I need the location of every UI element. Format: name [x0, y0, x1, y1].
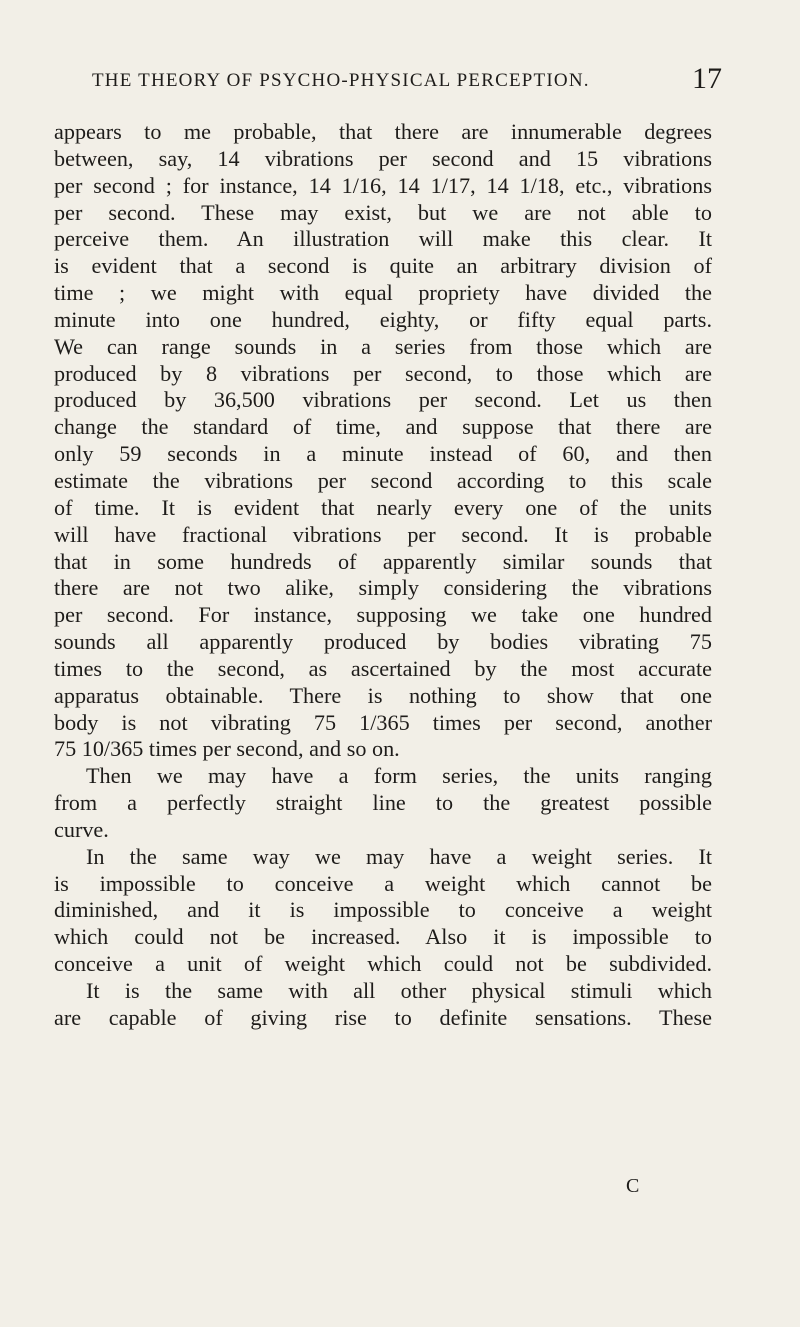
signature-mark: C — [626, 1175, 640, 1197]
text-line: of time. It is evident that nearly every one of the units — [54, 494, 712, 520]
text-line: perceive them. An illustration will make this clear. It — [54, 226, 712, 252]
text-line: sounds all apparently produced by bodies vibrating 75 — [54, 629, 712, 655]
text-line: produced by 36,500 vibrations per second. Let us then — [54, 387, 712, 413]
text-line: which could not be increased. Also it is impossible to — [54, 924, 712, 950]
text-line: only 59 seconds in a minute instead of 60, and then — [54, 441, 712, 467]
text-line: is evident that a second is quite an arbitrary division of — [54, 253, 712, 279]
text-line: body is not vibrating 75 1/365 times per second, another — [54, 709, 712, 735]
text-line: time ; we might with equal propriety have divided the — [54, 280, 712, 306]
text-line: estimate the vibrations per second according to this scale — [54, 467, 712, 493]
text-line: is impossible to conceive a weight which cannot be — [54, 870, 712, 896]
text-line: apparatus obtainable. There is nothing to show that one — [54, 682, 712, 708]
text-line: times to the second, as ascertained by the most accurate — [54, 655, 712, 681]
text-line: diminished, and it is impossible to conceive a weight — [54, 897, 712, 923]
text-line: It is the same with all other physical stimuli which — [86, 978, 712, 1003]
page-number: 17 — [692, 62, 722, 95]
text-line: between, say, 14 vibrations per second and 15 vibrations — [54, 145, 712, 171]
text-line: appears to me probable, that there are innumerable degrees — [54, 119, 712, 144]
text-line: minute into one hundred, eighty, or fifty equal parts. — [54, 306, 712, 332]
text-line: In the same way we may have a weight series. It — [86, 843, 712, 869]
text-line: produced by 8 vibrations per second, to those which are — [54, 360, 712, 386]
text-line: Then we may have a form series, the units ranging — [86, 763, 712, 789]
text-line: that in some hundreds of apparently similar sounds that — [54, 548, 712, 574]
text-line: are capable of giving rise to definite sensations. These — [54, 1004, 712, 1030]
body-text — [54, 119, 712, 1032]
text-line: there are not two alike, simply considering the vibrations — [54, 575, 712, 601]
text-line: conceive a unit of weight which could not be subdivided. — [54, 951, 712, 977]
text-line: We can range sounds in a series from those which are — [54, 333, 712, 359]
text-line: per second. These may exist, but we are not able to — [54, 199, 712, 225]
text-line: per second. For instance, supposing we take one hundred — [54, 602, 712, 628]
running-title: THE THEORY OF PSYCHO-PHYSICAL PERCEPTION. — [92, 70, 590, 91]
text-line: change the standard of time, and suppose that there are — [54, 414, 712, 440]
running-head — [92, 62, 722, 102]
text-line: per second ; for instance, 14 1/16, 14 1/17, 14 1/18, etc., vibrations — [54, 172, 712, 198]
text-line: from a perfectly straight line to the greatest possible — [54, 790, 712, 816]
text-line: curve. — [54, 816, 109, 842]
text-line: 75 10/365 times per second, and so on. — [54, 736, 400, 762]
text-line: will have fractional vibrations per second. It is probable — [54, 521, 712, 547]
